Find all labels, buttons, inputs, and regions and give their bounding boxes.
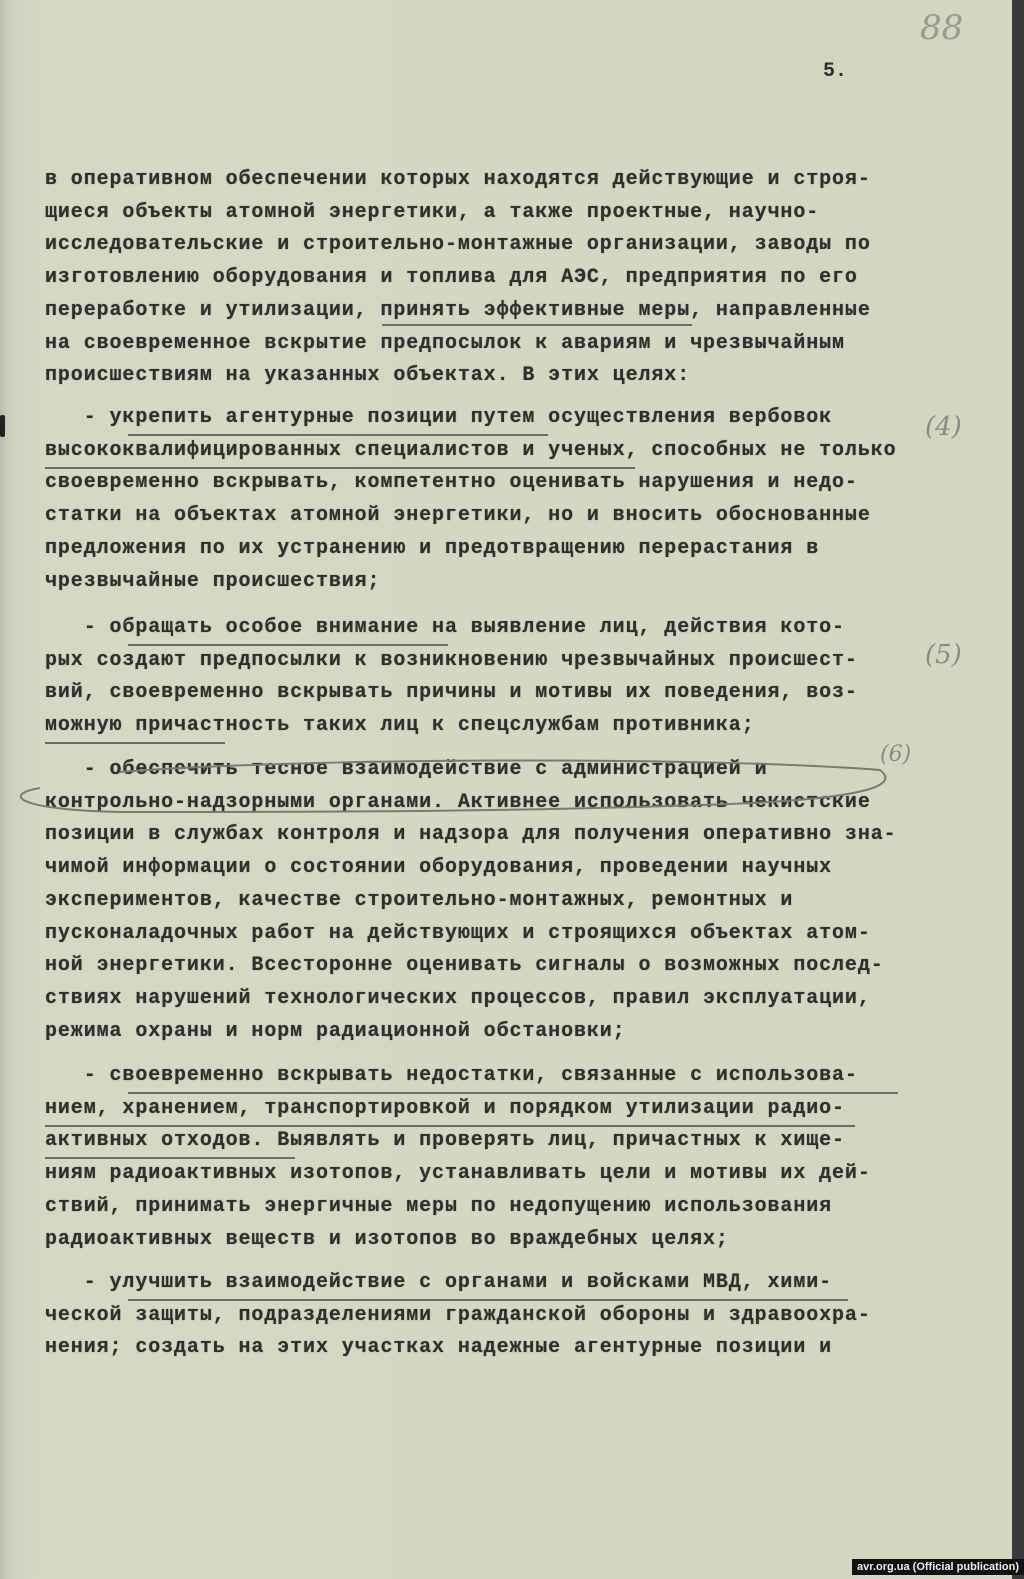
underline [128,1299,848,1301]
underline [128,434,548,436]
text-line: рых создают предпосылки к возникновению чрезвычайных происшест- [45,648,858,672]
text-line: на своевременное вскрытие предпосылок к авариям и чрезвычайным [45,331,845,355]
text-line: - обеспечить тесное взаимодействие с администрацией и [45,758,768,781]
binding-mark [0,415,5,437]
text-line: происшествиям на указанных объектах. В этих целях: [45,364,691,388]
underline [45,1125,855,1127]
text-line: контрольно-надзорными органами. Активнее использовать чекистские [45,790,871,814]
text-line: изготовлению оборудования и топлива для АЭС, предприятия по его [45,266,858,290]
text-line: экспериментов, качестве строительно-монтажных, ремонтных и [45,888,794,912]
text-line: своевременно вскрывать, компетентно оценивать нарушения и недо- [45,471,858,495]
underline [45,467,635,469]
scan-edge [1012,0,1024,1579]
text-line: - обращать особое внимание на выявление лиц, действия кото- [45,616,845,639]
text-line: ствий, принимать энергичные меры по недопущению использования [45,1194,833,1218]
text-line: - своевременно вскрывать недостатки, связанные с использова- [45,1064,858,1087]
text-line: - улучшить взаимодействие с органами и войсками МВД, хими- [45,1271,833,1294]
text-line: ствиях нарушений технологических процессов, правил эксплуатации, [45,986,871,1010]
text-line: статки на объектах атомной энергетики, но и вносить обоснованные [45,504,871,528]
text-line: активных отходов. Выявлять и проверять лиц, причастных к хище- [45,1129,845,1153]
page-number: 5. [823,60,848,83]
text-line: чимой информации о состоянии оборудования, проведении научных [45,856,833,880]
text-line: можную причастность таких лиц к спецслужбам противника; [45,714,755,738]
text-line: чрезвычайные происшествия; [45,569,381,593]
text-line: ческой защиты, подразделениями гражданской обороны и здравоохра- [45,1303,871,1327]
underline [382,324,692,326]
handwritten-page-number: 88 [920,8,964,48]
text-line: высококвалифицированных специалистов и ученых, способных не только [45,438,897,462]
text-line: ниям радиоактивных изотопов, устанавливать цели и мотивы их дей- [45,1162,871,1186]
text-line: пусконаладочных работ на действующих и строящихся объектах атом- [45,921,871,945]
underline [45,1157,295,1159]
text-line: - укрепить агентурные позиции путем осуществления вербовок [45,406,833,429]
source-credit: avr.org.ua (Official publication) [852,1559,1024,1575]
text-line: нения; создать на этих участках надежные агентурные позиции и [45,1336,833,1360]
margin-note: (4) [925,412,962,442]
text-line: щиеся объекты атомной энергетики, а также проектные, научно- [45,200,820,224]
handwritten-circle [0,750,920,830]
underline [45,742,225,744]
text-line: режима охраны и норм радиационной обстановки; [45,1019,626,1043]
text-line: исследовательские и строительно-монтажные организации, заводы по [45,233,871,257]
text-line: радиоактивных веществ и изотопов во враждебных целях; [45,1227,729,1251]
text-line: нием, хранением, транспортировкой и порядком утилизации радио- [45,1096,845,1120]
margin-note: (5) [925,640,962,670]
margin-note: (6) [880,742,912,767]
text-line: переработке и утилизации, принять эффективные меры, направленные [45,298,871,322]
text-line: вий, своевременно вскрывать причины и мотивы их поведения, воз- [45,681,858,705]
text-line: ной энергетики. Всесторонне оценивать сигналы о возможных послед- [45,954,884,978]
text-line: позиции в службах контроля и надзора для получения оперативно зна- [45,823,897,847]
underline [128,1092,898,1094]
text-line: в оперативном обеспечении которых находятся действующие и строя- [45,168,871,191]
text-line: предложения по их устранению и предотвращению перерастания в [45,536,820,560]
underline [128,644,448,646]
